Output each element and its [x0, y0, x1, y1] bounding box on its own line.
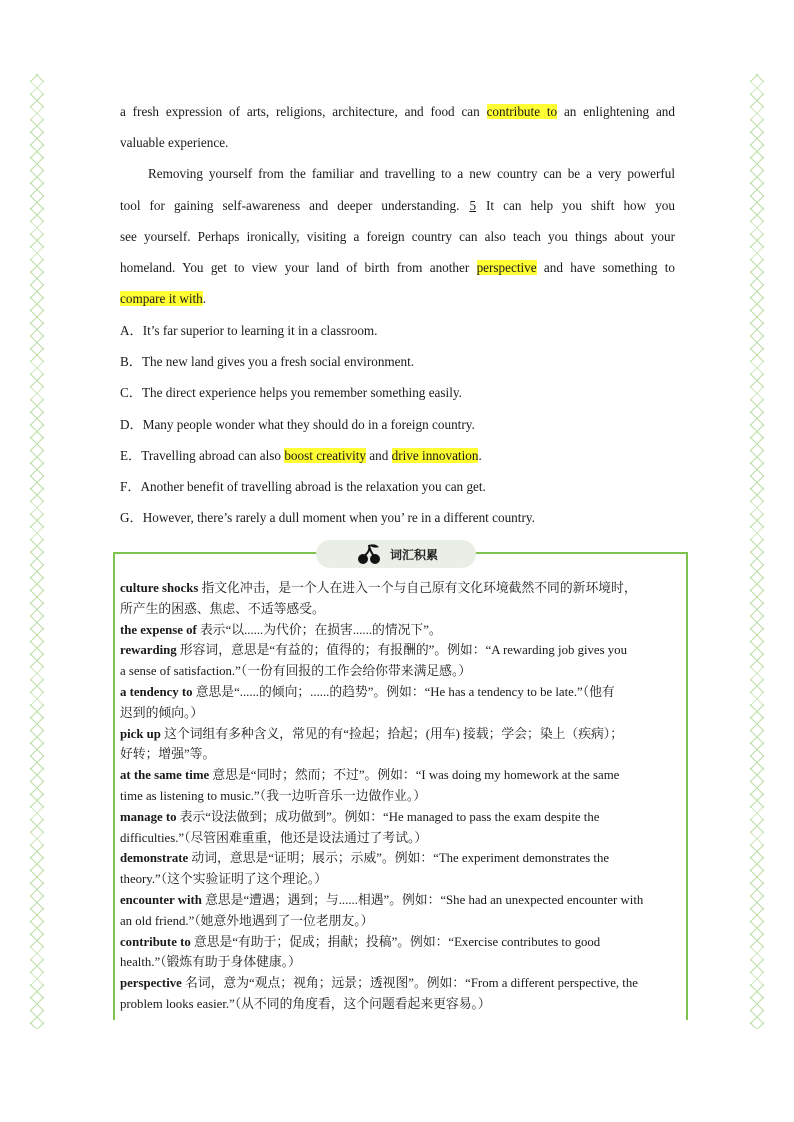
- vocabulary-list: [120, 578, 680, 1015]
- vocab-definition: 指文化冲击，是一个人在进入一个与自己原有文化环境截然不同的新环境时，: [198, 581, 637, 595]
- passage-line: homeland. You get to view your land of birth from another perspective and have something to: [120, 259, 676, 275]
- vocab-entry: [120, 682, 680, 703]
- vocab-entry: [120, 620, 680, 641]
- vocab-term: demonstrate: [120, 851, 189, 866]
- passage-line: see yourself. Perhaps ironically, visiting a foreign country can also teach you things about your: [120, 228, 675, 244]
- right-decorative-border: [750, 74, 764, 1029]
- reading-passage: [120, 96, 675, 314]
- passage-line: valuable experience.: [120, 135, 229, 151]
- vocab-definition: an old friend.”（她意外地遇到了一位老朋友。）: [120, 913, 374, 928]
- vocab-term: at the same time: [120, 768, 210, 783]
- vocab-definition: a sense of satisfaction.”（一份有回报的工作会给你带来满足感。）: [120, 664, 472, 679]
- vocab-term: pick up: [120, 726, 161, 741]
- vocab-entry: [120, 765, 680, 786]
- option-c: C．The direct experience helps you remember something easily.: [120, 385, 462, 401]
- highlight-phrase: contribute to: [486, 104, 558, 119]
- highlight-phrase: boost creativity: [284, 447, 366, 463]
- vocab-definition: 形容词，意思是“有益的；值得的；有报酬的”。例如：“A rewarding job gives you: [176, 643, 627, 658]
- highlight-phrase: compare it with: [120, 291, 203, 307]
- vocab-entry: [120, 973, 680, 994]
- option-b: B．The new land gives you a fresh social environment.: [120, 354, 415, 370]
- vocab-entry-continuation: [120, 911, 680, 932]
- vocab-definition: 意思是“同时；然而；不过”。例如：“I was doing my homework at the same: [209, 768, 620, 783]
- vocab-entry: [120, 807, 680, 828]
- vocab-entry-continuation: [120, 994, 680, 1015]
- vocab-definition: 表示“设法做到；成功做到”。例如：“He managed to pass the exam despite the: [176, 809, 600, 824]
- vocab-entry: [120, 578, 680, 599]
- vocab-definition: health.”（锻炼有助于身体健康。）: [120, 955, 301, 970]
- vocab-term: rewarding: [120, 643, 177, 658]
- vocab-definition: 好转；增强”等。: [120, 747, 216, 762]
- vocab-entry: [120, 640, 680, 661]
- left-decorative-border: [30, 74, 44, 1029]
- vocab-term: the expense of: [120, 622, 197, 637]
- vocab-definition: 意思是“......的倾向；......的趋势”。例如：“He has a tendency to be late.”（他有: [192, 684, 615, 699]
- vocab-term: a tendency to: [120, 684, 193, 699]
- vocab-entry: [120, 890, 680, 911]
- option-g: G．However, there’s rarely a dull moment when you’ re in a different country.: [120, 510, 535, 526]
- vocab-definition: theory.”（这个实验证明了这个理论。）: [120, 872, 328, 887]
- vocab-definition: 迟到的倾向。）: [120, 705, 204, 720]
- vocab-definition: 这个词组有多种含义，常见的有“捡起；拾起；(用车) 接载；学会；染上（疾病）；: [160, 726, 623, 741]
- vocab-term: manage to: [120, 809, 177, 824]
- vocab-entry-continuation: [120, 869, 680, 890]
- vocab-entry-continuation: [120, 703, 680, 724]
- vocab-definition: 所产生的困惑、焦虑、不适等感受。: [120, 601, 325, 616]
- passage-line: tool for gaining self-awareness and deeper understanding. 5 It can help you shift how you: [120, 190, 675, 221]
- vocab-definition: problem looks easier.”（从不同的角度看，这个问题看起来更容易。）: [120, 996, 491, 1011]
- vocab-definition: 名词，意为“观点；视角；远景；透视图”。例如：“From a different perspective, the: [181, 976, 638, 991]
- vocabulary-title: 词汇积累: [389, 547, 438, 562]
- vocab-definition: time as listening to music.”（我一边听音乐一边做作业。）: [120, 788, 427, 803]
- vocab-entry: [120, 724, 680, 745]
- vocab-entry-continuation: [120, 828, 680, 849]
- vocab-definition: 意思是“有助于；促成；捐献；投稿”。例如：“Exercise contributes to good: [190, 934, 601, 949]
- passage-line: Removing yourself from the familiar and travelling to a new country can be a very powerful: [148, 166, 675, 182]
- vocab-definition: 表示“以......为代价；在损害......的情况下”。: [196, 622, 442, 637]
- vocab-definition: 意思是“遭遇；遇到；与......相遇”。例如：“She had an unexpected encounter with: [201, 892, 644, 907]
- vocab-term: encounter with: [120, 892, 202, 907]
- vocab-term: culture shocks: [120, 581, 199, 595]
- vocab-entry-continuation: [120, 744, 680, 765]
- vocab-term: contribute to: [120, 934, 191, 949]
- vocab-entry: [120, 848, 680, 869]
- option-f: F．Another benefit of travelling abroad is the relaxation you can get.: [120, 478, 486, 494]
- vocab-entry: [120, 932, 680, 953]
- answer-blank: 5: [469, 197, 477, 213]
- option-a: A．It’s far superior to learning it in a classroom.: [120, 323, 378, 338]
- vocab-entry-continuation: [120, 661, 680, 682]
- vocabulary-title-tab: [316, 540, 476, 568]
- passage-line: a fresh expression of arts, religions, architecture, and food can contribute to an enlightening and: [120, 104, 675, 119]
- vocab-entry-continuation: [120, 786, 680, 807]
- highlight-phrase: perspective: [476, 259, 537, 275]
- vocab-entry-continuation: [120, 599, 680, 620]
- option-d: D．Many people wonder what they should do in a foreign country.: [120, 416, 475, 432]
- vocab-definition: difficulties.”（尽管困难重重，他还是设法通过了考试。）: [120, 830, 428, 845]
- passage-line: compare it with.: [120, 291, 207, 307]
- vocab-entry-continuation: [120, 952, 680, 973]
- cherry-icon: [354, 543, 384, 565]
- option-e: E．Travelling abroad can also boost creativity and drive innovation.: [120, 447, 482, 463]
- highlight-phrase: drive innovation: [391, 447, 479, 463]
- vocab-term: perspective: [120, 976, 182, 991]
- vocab-definition: 动词，意思是“证明；展示；示威”。例如：“The experiment demonstrates the: [188, 851, 610, 866]
- answer-options: [120, 315, 680, 533]
